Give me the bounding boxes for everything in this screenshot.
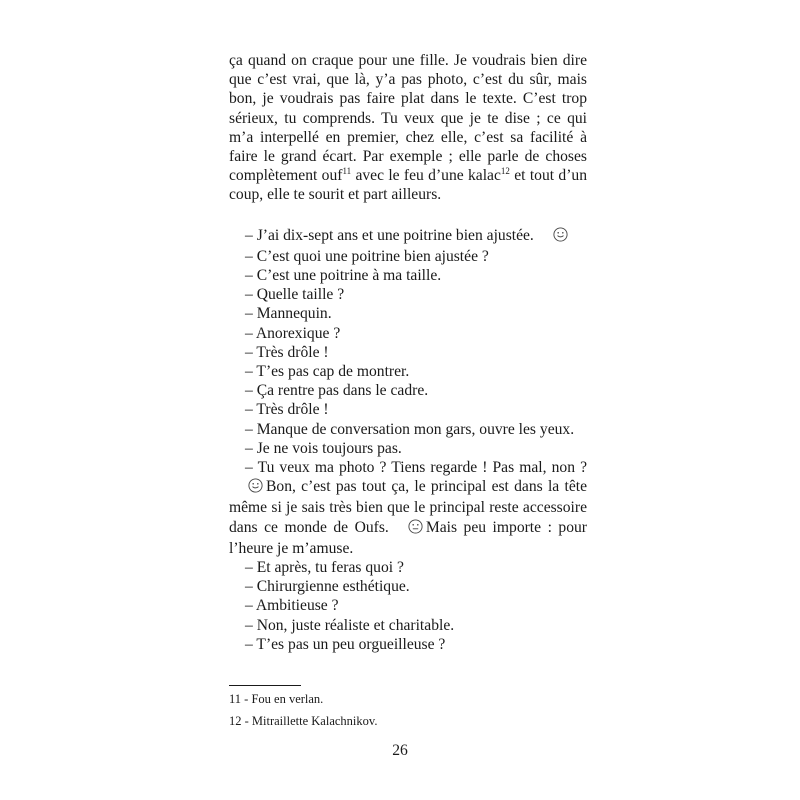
dialogue-line: – Quelle taille ?: [245, 286, 345, 304]
footnote-ref-11: 11: [342, 166, 352, 177]
dialogue-line: – Très drôle !: [245, 343, 329, 361]
dialogue-line: – Manque de conversation mon gars, ouvre les yeux.: [245, 420, 575, 438]
dialogue-paragraph: [229, 458, 587, 558]
neutral-face-icon: [392, 519, 423, 539]
dialogue-text: Bon, c’est pas tout ça, le principal est dans la tête même si je sais très bien que le principal reste accessoire dans ce monde de Oufs.: [229, 478, 587, 536]
footnote-12: 12 - Mitraillette Kalachnikov.: [229, 714, 378, 728]
dialogue-line: – C’est une poitrine à ma taille.: [245, 267, 442, 285]
dialogue-line: – Mannequin.: [245, 305, 332, 323]
dialogue-text: Mais peu importe : pour l’heure je m’amuse.: [229, 518, 587, 557]
footnote-11: 11 - Fou en verlan.: [229, 692, 324, 706]
dialogue-line: – C’est quoi une poitrine bien ajustée ?: [245, 247, 489, 265]
page-number: 26: [392, 742, 408, 759]
dialogue-line: – Anorexique ?: [245, 324, 341, 342]
smiling-face-icon: [232, 478, 263, 498]
dialogue: [229, 226, 587, 654]
dialogue-text: – J’ai dix-sept ans et une poitrine bien ajustée.: [245, 226, 534, 244]
dialogue-line: – Je ne vois toujours pas.: [245, 439, 402, 457]
dialogue-line: – Non, juste réaliste et charitable.: [245, 616, 455, 634]
footnote-divider: [229, 685, 301, 686]
intro-paragraph: [229, 51, 587, 205]
dialogue-line: – T’es pas un peu orgueilleuse ?: [245, 635, 446, 653]
dialogue-line: [229, 226, 587, 247]
dialogue-line: – T’es pas cap de montrer.: [245, 363, 410, 381]
dialogue-line: – Ça rentre pas dans le cadre.: [245, 382, 429, 400]
dialogue-line: – Et après, tu feras quoi ?: [245, 559, 404, 577]
footnote-ref-12: 12: [500, 166, 510, 177]
dialogue-line: – Très drôle !: [245, 401, 329, 419]
dialogue-line: – Ambitieuse ?: [245, 597, 339, 615]
smiling-face-icon: [537, 227, 568, 247]
intro-text-1: ça quand on craque pour une fille. Je voudrais bien dire que c’est vrai, que là, y’a pas photo, c’est du sûr, mais bon, je voudrais pas faire plat dans le texte. C’est trop sérieux, tu comprends. Tu veux que je te dise ; ce qui m’a interpellé en premier, chez elle, c’est sa facilité à faire le grand écart. Par exemple ; elle parle de choses complètement ouf: [229, 52, 587, 185]
dialogue-text: – Tu veux ma photo ? Tiens regarde ! Pas mal, non ?: [245, 459, 587, 477]
dialogue-line: – Chirurgienne esthétique.: [245, 578, 410, 596]
body-text: [229, 51, 587, 654]
intro-text-3: et tout d’un coup, elle te sourit et part ailleurs.: [229, 167, 587, 204]
intro-text-2: avec le feu d’une kalac: [351, 167, 501, 185]
footnotes: [229, 685, 587, 735]
